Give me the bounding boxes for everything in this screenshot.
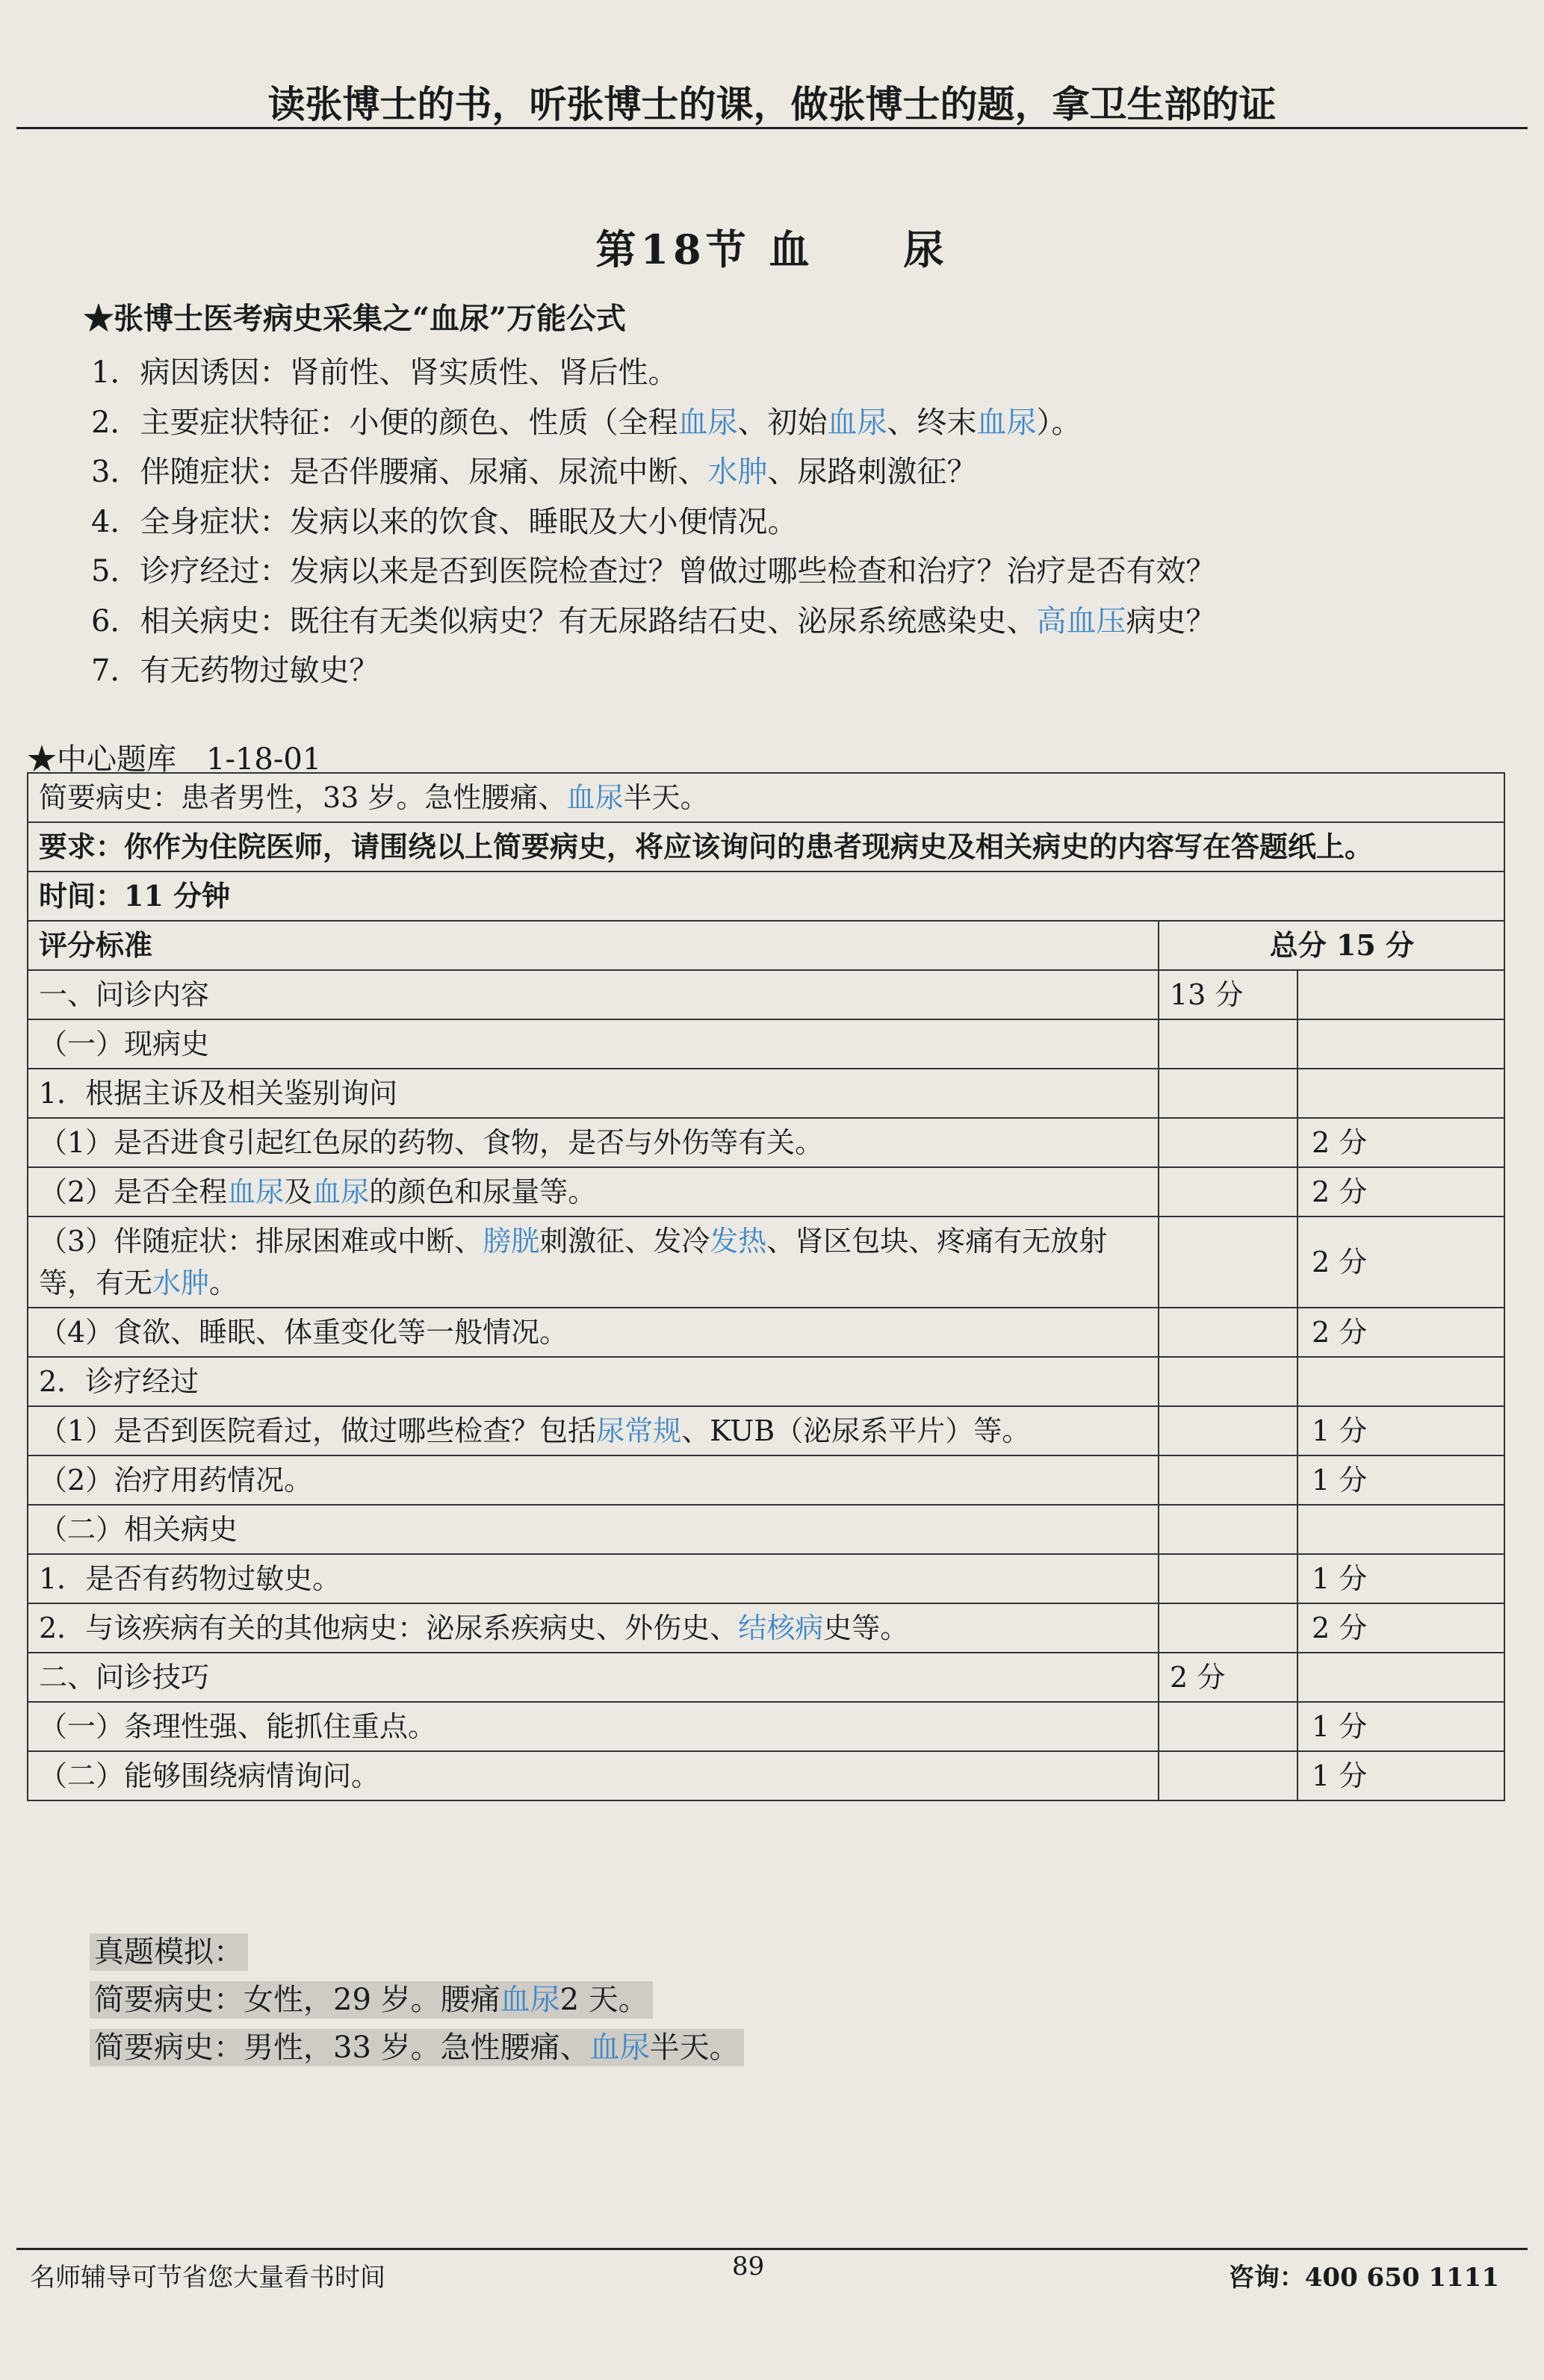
section-title: 第18节 血 尿 (595, 226, 949, 273)
highlight-term: 水肿 (707, 455, 768, 489)
text-segment: 简要病史：男性，33 岁。急性腰痛、 (94, 2031, 590, 2065)
formula-block (84, 295, 1488, 696)
text-segment: 史等。 (823, 1612, 909, 1644)
time-row (28, 871, 1504, 921)
text-segment: 2．诊疗经过 (39, 1365, 199, 1398)
table-row (28, 1167, 1504, 1217)
text-segment: 刺激征、发冷 (539, 1225, 710, 1258)
row-text (28, 1505, 1159, 1554)
row-text (28, 1751, 1159, 1800)
text-segment: （3）伴随症状：排尿困难或中断、 (39, 1225, 483, 1258)
row-text (28, 1167, 1159, 1217)
section-score (1159, 1118, 1297, 1167)
row-text (28, 1554, 1159, 1603)
section-score (1159, 1554, 1297, 1603)
item-score: 2 分 (1297, 1118, 1504, 1167)
total-score: 总分 15 分 (1159, 921, 1504, 970)
section-score: 2 分 (1159, 1653, 1297, 1702)
row-text (28, 1702, 1159, 1751)
formula-item (84, 597, 1488, 647)
item-score: 1 分 (1297, 1751, 1504, 1800)
table-row (28, 970, 1504, 1019)
item-score: 2 分 (1297, 1167, 1504, 1217)
formula-item (84, 497, 1488, 547)
text-segment: 1．根据主诉及相关鉴别询问 (39, 1077, 398, 1110)
row-text (28, 1217, 1159, 1308)
item-score (1297, 1357, 1504, 1406)
section-score (1159, 1357, 1297, 1406)
formula-item (84, 348, 1488, 398)
highlight-term: 血尿 (827, 405, 887, 440)
item-score: 2 分 (1297, 1308, 1504, 1357)
text-segment: 。 (209, 1267, 238, 1299)
table-row (28, 1751, 1504, 1800)
text-segment: （1）是否进食引起红色尿的药物、食物，是否与外伤等有关。 (39, 1126, 824, 1159)
highlight-term: 结核病 (738, 1612, 824, 1644)
criteria-row (28, 921, 1504, 970)
header-rule (16, 127, 1528, 129)
highlight-term: 血尿 (500, 1983, 560, 2017)
text-segment: 2．主要症状特征：小便的颜色、性质（全程 (91, 405, 678, 440)
text-segment: （二）能够围绕病情询问。 (39, 1759, 380, 1792)
text-segment: 1．是否有药物过敏史。 (39, 1562, 341, 1595)
text-segment: 半天。 (649, 2031, 740, 2065)
item-score: 2 分 (1297, 1217, 1504, 1308)
table-row (28, 1554, 1504, 1603)
simulation-item (90, 2024, 744, 2072)
table-row (28, 1217, 1504, 1308)
highlight-term: 血尿 (678, 405, 738, 440)
section-score (1159, 1406, 1297, 1455)
highlight-term: 血尿 (312, 1175, 370, 1208)
section-score (1159, 1069, 1297, 1118)
table-row (28, 1603, 1504, 1653)
row-text (28, 970, 1159, 1019)
row-text (28, 1118, 1159, 1167)
highlight-term: 膀胱 (483, 1225, 540, 1258)
highlight-term: 高血压 (1036, 603, 1126, 639)
item-score (1297, 970, 1504, 1019)
section-score (1159, 1217, 1297, 1308)
brief-history-row (28, 773, 1504, 822)
text-segment: 、尿路刺激征？ (767, 455, 977, 489)
formula-heading: ★张博士医考病史采集之“血尿”万能公式 (84, 301, 627, 336)
section-score (1159, 1751, 1297, 1800)
table-row (28, 1019, 1504, 1069)
text-segment: 1．病因诱因：肾前性、肾实质性、肾后性。 (91, 355, 678, 390)
formula-item (84, 447, 1488, 497)
text-segment: 、肾区包块、疼痛有无放射等，有无 (39, 1225, 1108, 1299)
text-segment: 一、问诊内容 (39, 978, 210, 1011)
text-segment: （一）条理性强、能抓住重点。 (39, 1710, 437, 1743)
criteria-label: 评分标准 (28, 921, 1159, 970)
table-row (28, 1653, 1504, 1702)
table-row (28, 1702, 1504, 1751)
text-segment: （4）食欲、睡眠、体重变化等一般情况。 (39, 1316, 568, 1349)
simulation-item (90, 1976, 744, 2024)
text-segment: （2）治疗用药情况。 (39, 1464, 313, 1497)
item-score (1297, 1653, 1504, 1702)
text-segment: 的颜色和尿量等。 (369, 1175, 597, 1208)
question-bank-label: ★中心题库 1-18-01 (27, 742, 322, 777)
table-row (28, 1357, 1504, 1406)
section-score (1159, 1455, 1297, 1505)
time-limit: 时间：11 分钟 (28, 871, 1504, 921)
item-score: 1 分 (1297, 1554, 1504, 1603)
table-row (28, 1308, 1504, 1357)
table-row (28, 1455, 1504, 1505)
item-score (1297, 1019, 1504, 1069)
page-header: 读张博士的书，听张博士的课，做张博士的题，拿卫生部的证 (267, 82, 1277, 126)
item-score (1297, 1505, 1504, 1554)
section-score (1159, 1308, 1297, 1357)
formula-item (84, 646, 1488, 696)
text-segment: 6．相关病史：既往有无类似病史？有无尿路结石史、泌尿系统感染史、 (91, 603, 1037, 639)
text-segment: 简要病史：女性，29 岁。腰痛 (94, 1983, 500, 2017)
row-text (28, 1357, 1159, 1406)
section-score (1159, 1505, 1297, 1554)
table-row (28, 1505, 1504, 1554)
text-segment: （1）是否到医院看过，做过哪些检查？包括 (39, 1414, 597, 1447)
item-score: 2 分 (1297, 1603, 1504, 1653)
highlight-term: 血尿 (227, 1175, 285, 1208)
text-segment: 2 天。 (559, 1983, 648, 2017)
section-score (1159, 1167, 1297, 1217)
simulation-block (90, 1928, 744, 2072)
brief-history (28, 773, 1504, 822)
item-score: 1 分 (1297, 1406, 1504, 1455)
highlight-term: 血尿 (976, 405, 1037, 440)
highlight-term: 血尿 (589, 2031, 650, 2065)
highlight-term: 发热 (710, 1225, 767, 1258)
footer-contact: 咨询：400 650 1111 (1228, 2263, 1499, 2293)
formula-list (84, 348, 1488, 696)
text-segment: ）。 (1036, 405, 1082, 440)
text-segment: 7．有无药物过敏史？ (91, 653, 379, 688)
text-segment: 4．全身症状：发病以来的饮食、睡眠及大小便情况。 (91, 504, 798, 539)
requirement-row (28, 822, 1504, 871)
text-segment: （二）相关病史 (39, 1513, 238, 1546)
simulation-label: 真题模拟： (90, 1933, 248, 1971)
table-row (28, 1069, 1504, 1118)
text-segment: 病史？ (1126, 603, 1216, 639)
formula-item (84, 547, 1488, 597)
simulation-list (90, 1976, 744, 2072)
text-segment: 简要病史：患者男性，33 岁。急性腰痛、 (39, 781, 567, 814)
text-segment: （一）现病史 (39, 1028, 210, 1060)
simulation-text (90, 2029, 744, 2066)
text-segment: 、初始 (737, 405, 828, 440)
row-text (28, 1455, 1159, 1505)
text-segment: 5．诊疗经过：发病以来是否到医院检查过？曾做过哪些检查和治疗？治疗是否有效？ (91, 554, 1216, 588)
text-segment: 、终末 (887, 405, 977, 440)
item-score: 1 分 (1297, 1455, 1504, 1505)
text-segment: 、KUB（泌尿系平片）等。 (681, 1414, 1031, 1447)
text-segment: 2．与该疾病有关的其他病史：泌尿系疾病史、外伤史、 (39, 1612, 739, 1644)
footer-slogan: 名师辅导可节省您大量看书时间 (30, 2263, 385, 2293)
row-text (28, 1069, 1159, 1118)
highlight-term: 水肿 (152, 1267, 210, 1299)
formula-item (84, 398, 1488, 448)
row-text (28, 1308, 1159, 1357)
row-text (28, 1653, 1159, 1702)
text-segment: 3．伴随症状：是否伴腰痛、尿痛、尿流中断、 (91, 455, 708, 489)
text-segment: 半天。 (623, 781, 709, 814)
section-score: 13 分 (1159, 970, 1297, 1019)
item-score (1297, 1069, 1504, 1118)
section-score (1159, 1702, 1297, 1751)
text-segment: （2）是否全程 (39, 1175, 228, 1208)
item-score: 1 分 (1297, 1702, 1504, 1751)
text-segment: 二、问诊技巧 (39, 1661, 210, 1694)
section-score (1159, 1603, 1297, 1653)
highlight-term: 尿常规 (596, 1414, 682, 1447)
scoring-table (27, 772, 1505, 1801)
table-row (28, 1406, 1504, 1455)
requirement: 要求：你作为住院医师，请围绕以上简要病史，将应该询问的患者现病史及相关病史的内容写在答题纸上。 (28, 822, 1504, 871)
text-segment: 及 (284, 1175, 313, 1208)
footer-rule (16, 2248, 1528, 2250)
row-text (28, 1019, 1159, 1069)
section-score (1159, 1019, 1297, 1069)
page-number: 89 (732, 2252, 765, 2281)
simulation-text (90, 1981, 653, 2019)
highlight-term: 血尿 (566, 781, 624, 814)
row-text (28, 1406, 1159, 1455)
row-text (28, 1603, 1159, 1653)
table-row (28, 1118, 1504, 1167)
